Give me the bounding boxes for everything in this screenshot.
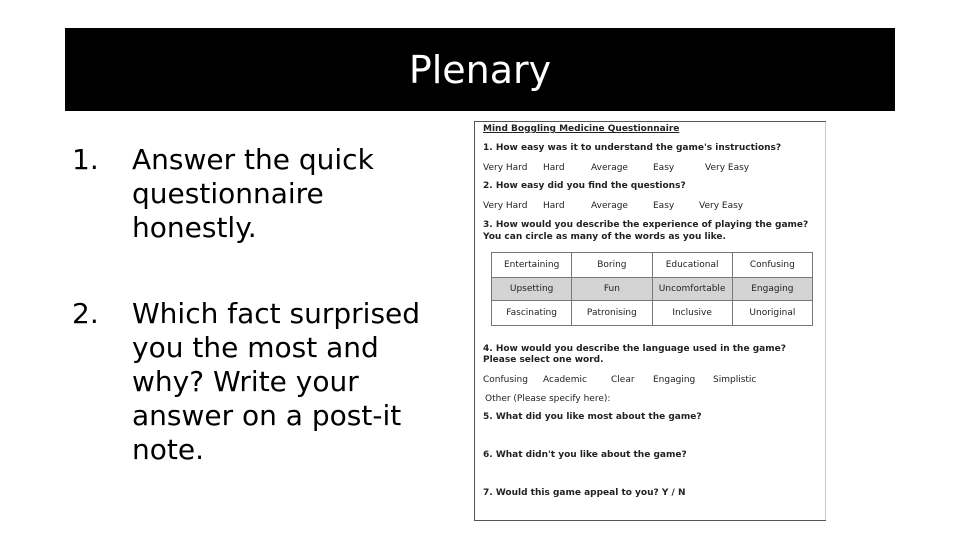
table-cell: Entertaining: [492, 253, 572, 278]
table-cell: Uncomfortable: [652, 278, 732, 301]
question-6: 6. What didn't you like about the game?: [483, 450, 687, 460]
table-cell: Engaging: [732, 278, 812, 301]
q1-option: Hard: [543, 163, 565, 173]
q4-other: Other (Please specify here):: [485, 394, 611, 404]
question-4: 4. How would you describe the language used in the game? Please select one word.: [483, 344, 786, 365]
list-item-text: Answer the quick questionnaire honestly.: [132, 143, 374, 244]
word-table: [491, 252, 813, 326]
list-item-number: 1.: [72, 143, 99, 176]
table-cell: Confusing: [732, 253, 812, 278]
q1-option: Very Easy: [705, 163, 750, 173]
q1-option: Average: [591, 163, 628, 173]
q2-option: Average: [591, 201, 628, 211]
instruction-list: [72, 143, 432, 519]
table-cell: Inclusive: [652, 301, 732, 326]
q2-option: Very Hard: [483, 201, 528, 211]
title-bar: [65, 28, 895, 111]
table-cell: Upsetting: [492, 278, 572, 301]
q2-option: Hard: [543, 201, 565, 211]
q4-option: Clear: [611, 375, 635, 385]
q2-option: Very Easy: [699, 201, 744, 211]
question-2: 2. How easy did you find the questions?: [483, 181, 686, 191]
question-3: 3. How would you describe the experience of playing the game? You can circle as many of the words as you like.: [483, 220, 809, 242]
table-cell: Educational: [652, 253, 732, 278]
questionnaire-image: [474, 121, 826, 521]
slide-title: Plenary: [408, 47, 552, 92]
question-1: 1. How easy was it to understand the game's instructions?: [483, 143, 782, 153]
list-item-text: Which fact surprised you the most and why? Write your answer on a post-it note.: [132, 297, 421, 466]
table-cell: Fun: [572, 278, 652, 301]
question-5: 5. What did you like most about the game?: [483, 412, 702, 422]
page-shadow: [825, 122, 830, 520]
q4-option: Simplistic: [713, 375, 757, 385]
q4-option: Confusing: [483, 375, 528, 385]
table-cell: Unoriginal: [732, 301, 812, 326]
q1-option: Very Hard: [483, 163, 528, 173]
table-cell: Boring: [572, 253, 652, 278]
list-item-number: 2.: [72, 297, 99, 330]
q4-option: Engaging: [653, 375, 696, 385]
q2-option: Easy: [653, 201, 675, 211]
list-item: [72, 143, 432, 245]
table-cell: Fascinating: [492, 301, 572, 326]
list-item: [72, 297, 432, 467]
questionnaire-heading: Mind Boggling Medicine Questionnaire: [483, 124, 680, 134]
question-7: 7. Would this game appeal to you? Y / N: [483, 488, 686, 498]
q1-option: Easy: [653, 163, 675, 173]
q4-option: Academic: [543, 375, 587, 385]
table-cell: Patronising: [572, 301, 652, 326]
